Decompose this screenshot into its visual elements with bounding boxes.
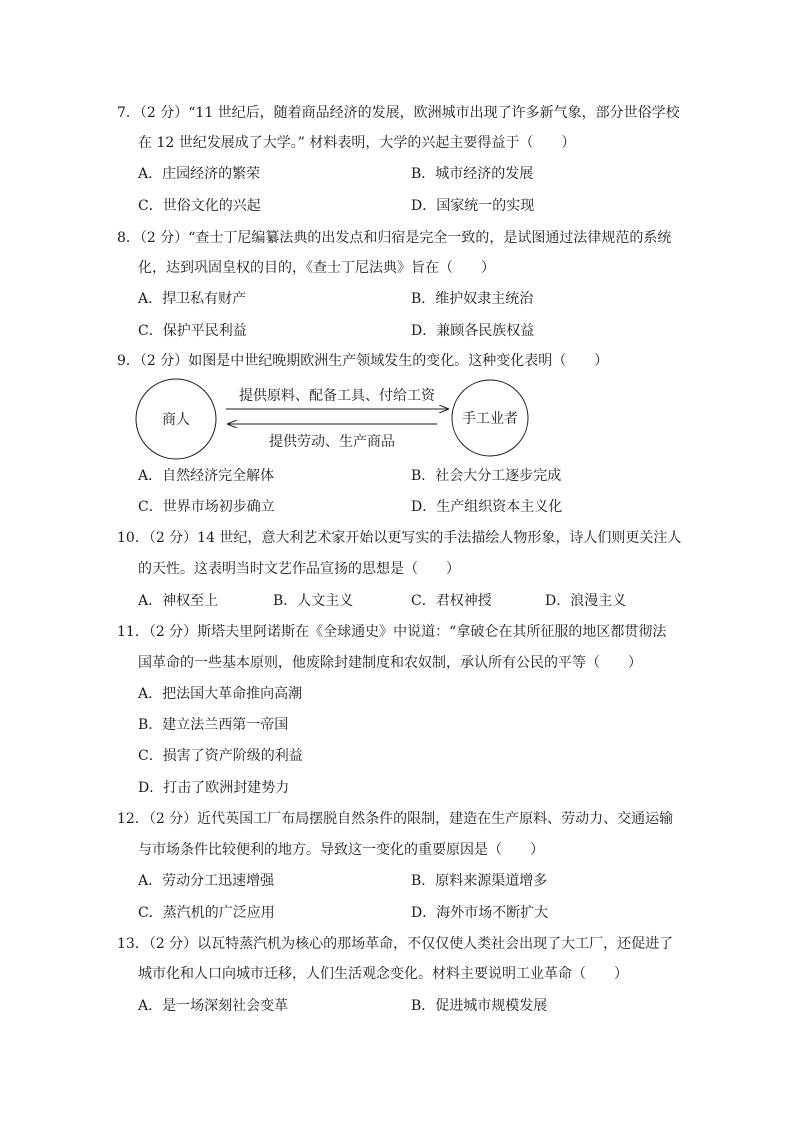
question-13-stem-line-1: 13．（2 分）以瓦特蒸汽机为核心的那场革命，不仅仅使人类社会出现了大工厂，还促进了 [117, 936, 674, 952]
question-10-stem-line-2: 的天性。这表明当时文艺作品宣扬的思想是（ ） [138, 561, 460, 577]
question-13-option-a[interactable]: A．是一场深刻社会变革 [138, 998, 289, 1014]
question-9-stem: 9．（2 分）如图是中世纪晚期欧洲生产领域发生的变化。这种变化表明（ ） [117, 353, 609, 369]
question-12-option-a[interactable]: A．劳动分工迅速增强 [138, 873, 275, 889]
question-8-stem-line-2: 化，达到巩固皇权的目的，《查士丁尼法典》旨在（ ） [138, 260, 495, 276]
question-7-option-c[interactable]: C．世俗文化的兴起 [138, 198, 261, 214]
question-10-option-b[interactable]: B．人文主义 [273, 593, 354, 609]
question-11-stem-line-2: 国革命的一些基本原则，他废除封建制度和农奴制，承认所有公民的平等（ ） [138, 655, 642, 671]
question-12-stem-line-2: 与市场条件比较便利的地方。导致这一变化的重要原因是（ ） [138, 842, 544, 858]
question-7-option-b[interactable]: B．城市经济的发展 [411, 166, 534, 182]
question-7-stem-line-2: 在 12 世纪发展成了大学。” 材料表明，大学的兴起主要得益于（ ） [138, 135, 576, 151]
arrow-left-label: 提供劳动、生产商品 [269, 434, 395, 450]
question-12-option-c[interactable]: C．蒸汽机的广泛应用 [138, 905, 275, 921]
craftsman-label: 手工业者 [462, 411, 518, 427]
question-9-option-b[interactable]: B．社会大分工逐步完成 [411, 468, 562, 484]
question-12-option-d[interactable]: D．海外市场不断扩大 [411, 905, 549, 921]
question-11-option-b[interactable]: B．建立法兰西第一帝国 [138, 717, 289, 733]
question-9-option-a[interactable]: A．自然经济完全解体 [138, 468, 275, 484]
question-10-option-c[interactable]: C．君权神授 [411, 593, 492, 609]
question-11-option-a[interactable]: A．把法国大革命推向高潮 [138, 686, 303, 702]
question-7-stem-line-1: 7．（2 分）“11 世纪后，随着商品经济的发展，欧洲城市出现了许多新气象，部分世俗学校 [117, 105, 680, 121]
question-11-option-d[interactable]: D．打击了欧洲封建势力 [138, 780, 290, 796]
question-8-option-c[interactable]: C．保护平民利益 [138, 323, 247, 339]
arrow-right-label: 提供原料、配备工具、付给工资 [239, 388, 435, 404]
question-8-stem-line-1: 8．（2 分）“查士丁尼编纂法典的出发点和归宿是完全一致的，是试图通过法律规范的系统 [117, 230, 672, 246]
question-13-stem-line-2: 城市化和人口向城市迁移，人们生活观念变化。材料主要说明工业革命（ ） [138, 966, 628, 982]
merchant-craftsman-diagram [0, 376, 794, 466]
question-10-option-d[interactable]: D．浪漫主义 [545, 593, 627, 609]
question-8-option-d[interactable]: D．兼顾各民族权益 [411, 323, 535, 339]
question-11-stem-line-1: 11．（2 分）斯塔夫里阿诺斯在《全球通史》中说道：“拿破仑在其所征服的地区都贯彻法 [117, 624, 667, 640]
question-12-stem-line-1: 12．（2 分）近代英国工厂布局摆脱自然条件的限制，建造在生产原料、劳动力、交通运输 [117, 811, 674, 827]
question-7-option-a[interactable]: A．庄园经济的繁荣 [138, 166, 261, 182]
question-7-option-d[interactable]: D．国家统一的实现 [411, 198, 535, 214]
question-12-option-b[interactable]: B．原料来源渠道增多 [411, 873, 548, 889]
question-10-option-a[interactable]: A．神权至上 [138, 593, 219, 609]
question-10-stem-line-1: 10．（2 分）14 世纪，意大利艺术家开始以更写实的手法描绘人物形象，诗人们则更关注人 [117, 530, 682, 546]
question-8-option-b[interactable]: B．维护奴隶主统治 [411, 291, 534, 307]
question-8-option-a[interactable]: A．捍卫私有财产 [138, 291, 247, 307]
question-9-option-d[interactable]: D．生产组织资本主义化 [411, 499, 563, 515]
question-11-option-c[interactable]: C．损害了资产阶级的利益 [138, 748, 303, 764]
merchant-label: 商人 [162, 412, 190, 428]
question-9-option-c[interactable]: C．世界市场初步确立 [138, 499, 275, 515]
question-13-option-b[interactable]: B．促进城市规模发展 [411, 998, 548, 1014]
